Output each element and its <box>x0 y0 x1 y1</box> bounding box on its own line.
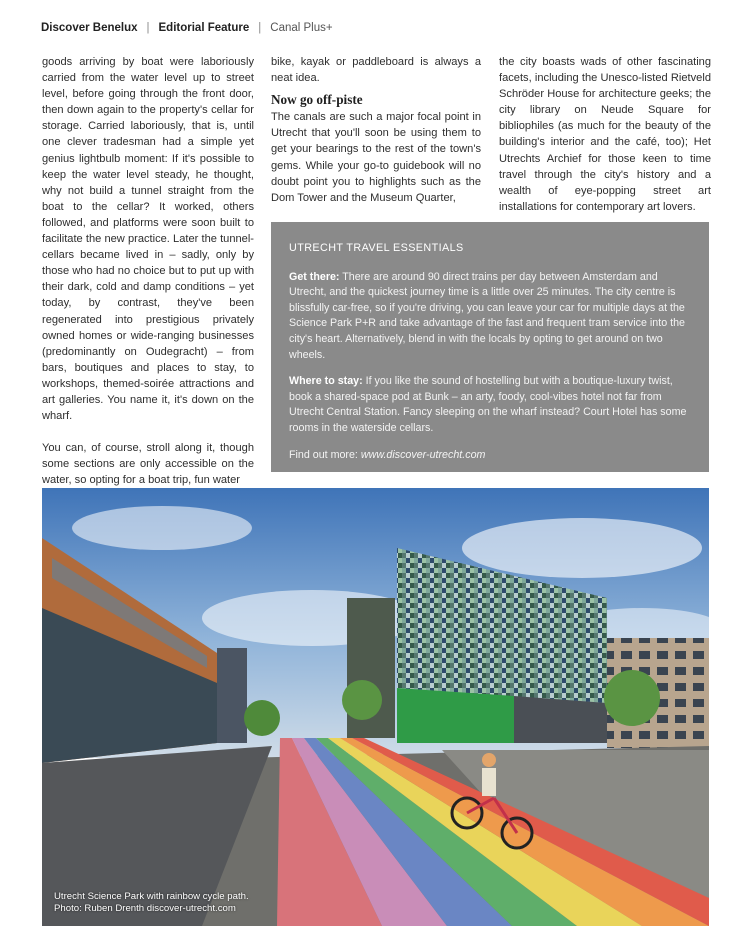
body-paragraph: bike, kayak or paddleboard is always a neat idea. <box>271 56 481 85</box>
get-there-label: Get there: <box>289 270 340 283</box>
section-subheading: Now go off-piste <box>271 92 363 108</box>
get-there-paragraph <box>289 270 691 364</box>
body-paragraph: goods arriving by boat were laboriously carried from the water level up to street level, before going through the front door, then down again to the property's cellar for storage. Carried laboriously, that is, until one clever tradesman had a simple yet genius lightbulb moment: If it's possible to keep the water level steady, he thought, why not build a tunnel straight from the boat to the cellar? It worked, others followed, and platforms were soon built to facilitate the new practice. Later the tunnel-cellars became lived in – sadly, only by those who had no choice but to put up with their dark, cold and damp conditions – yet today, by contrast, they've been regenerated into prestigious privately owned homes or wide-ranging businesses (predominantly on Oudegracht) – from bars, boutiques and places to stay, to workshops, themed-soirée attractions and art galleries. You name it, it's down on the wharf. <box>42 56 254 423</box>
article-column-2 <box>271 54 481 206</box>
body-paragraph: the city boasts wads of other fascinating facets, including the Unesco-listed Rietveld Schröder House for architecture geeks; the city library on Neude Square for bibliophiles (as much for the beauty of the building's interior and the café, too); Het Utrechts Archief for those keen to time travel through the city's history and a wealth of eye-popping street art installations for contemporary art lovers. <box>499 56 711 213</box>
find-out-more-label: Find out more: <box>289 448 358 461</box>
find-out-more-paragraph <box>289 448 691 464</box>
feature-label: Editorial Feature <box>158 22 250 34</box>
where-to-stay-text: If you like the sound of hostelling but with a boutique-luxury twist, book a shared-space pod at Bunk – an arty, foody, cool-vibes hotel not far from Utrecht Central Station. Fancy sleeping on the wharf instead? Court Hotel has some rooms in the waterside cellars. <box>289 375 687 434</box>
travel-essentials-box <box>271 222 709 472</box>
website-link[interactable]: www.discover-utrecht.com <box>360 448 486 461</box>
running-header <box>41 19 719 37</box>
caption-credit: Photo: Ruben Drenth discover-utrecht.com <box>54 903 236 915</box>
where-to-stay-paragraph <box>289 374 691 436</box>
article-column-1 <box>42 54 254 488</box>
box-title: UTRECHT TRAVEL ESSENTIALS <box>289 242 464 254</box>
article-column-3 <box>499 54 711 215</box>
header-separator: | <box>146 22 150 34</box>
photo-caption <box>54 891 249 916</box>
caption-line: Utrecht Science Park with rainbow cycle path. <box>54 890 249 902</box>
photo-illustration <box>42 488 709 926</box>
where-to-stay-label: Where to stay: <box>289 375 363 388</box>
science-park-photo <box>42 488 709 926</box>
header-separator: | <box>258 22 262 34</box>
section-name: Discover Benelux <box>41 22 138 34</box>
body-paragraph: You can, of course, stroll along it, though some sections are only accessible on the water, so opting for a boat trip, fun water <box>42 442 254 487</box>
get-there-text: There are around 90 direct trains per day between Amsterdam and Utrecht, and the quickest journey time is a little over 25 minutes. The city centre is blissfully car-free, so if you're driving, you can leave your car for multiple days at the Science Park P+R and take advantage of the fast and frequent tram service into the city's heart. Alternatively, blend in with the locals by opting to get around on two wheels. <box>289 270 685 361</box>
body-paragraph: The canals are such a major focal point in Utrecht that you'll soon be using them to get your bearings to the rest of the town's gems. While your go-to guidebook will no doubt point you to highlights such as the Dom Tower and the Museum Quarter, <box>271 111 481 204</box>
publication-name: Canal Plus+ <box>270 22 333 34</box>
